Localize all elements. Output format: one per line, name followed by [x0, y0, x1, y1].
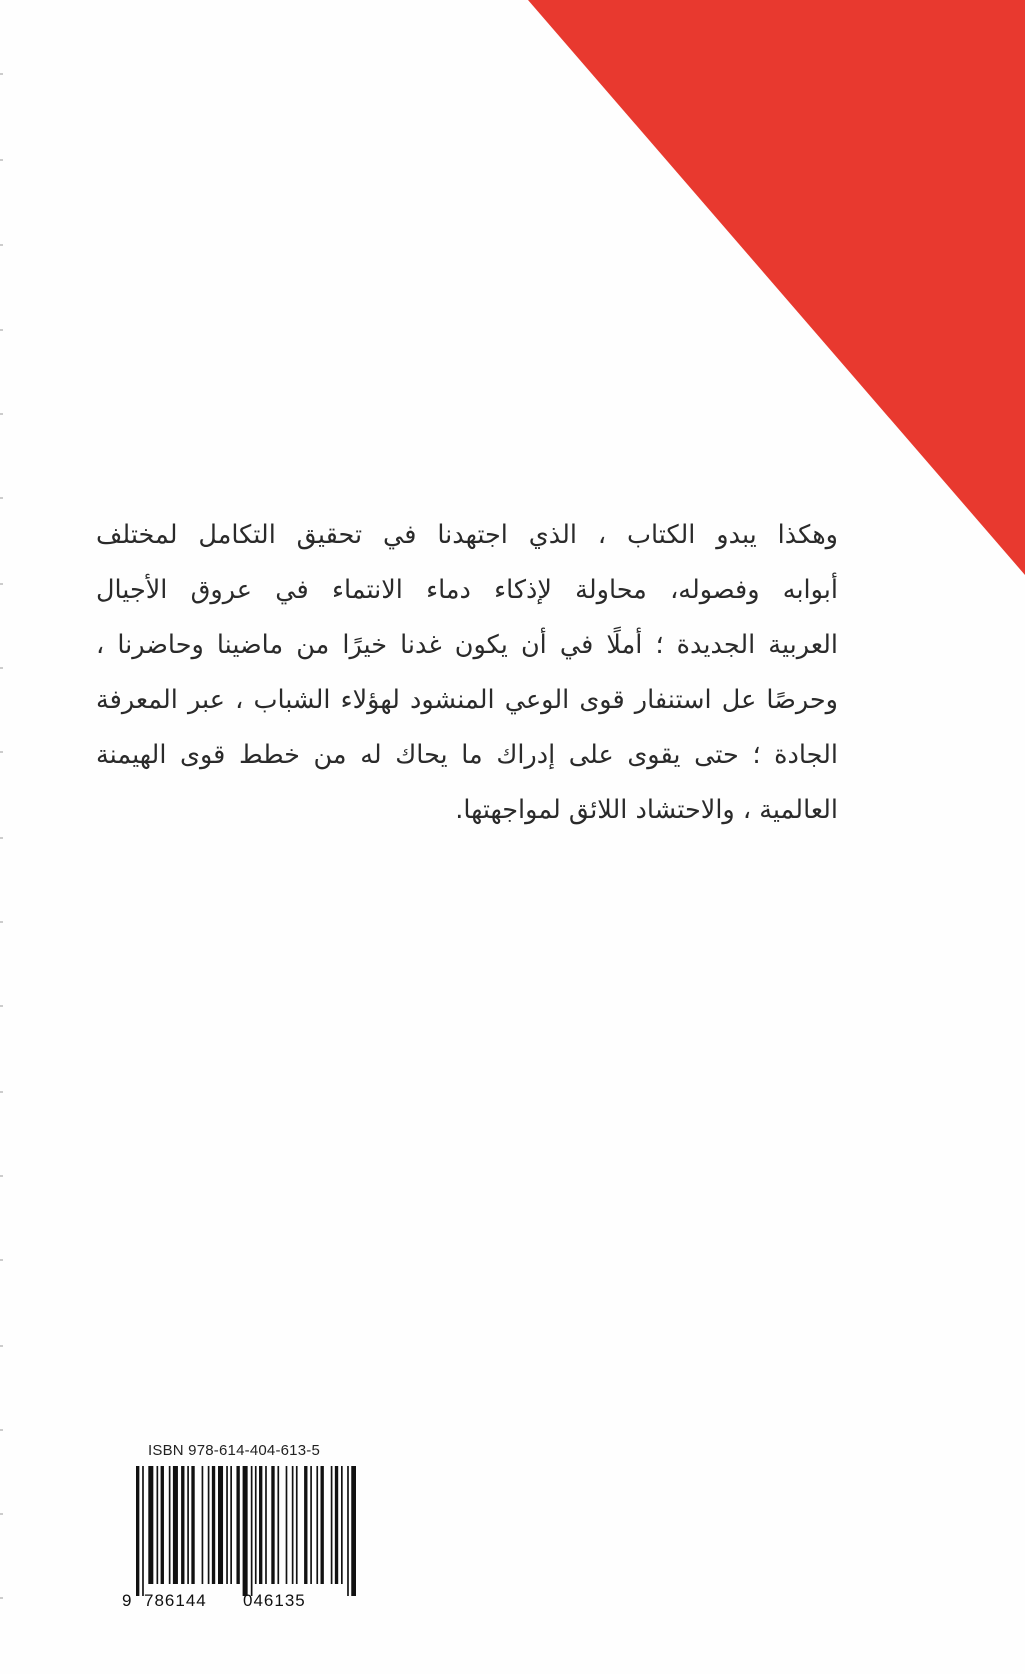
edge-tick-marks — [0, 0, 6, 1674]
barcode-bar — [271, 1466, 274, 1584]
barcode-bar — [347, 1466, 349, 1596]
blurb-line: العربية الجديدة ؛ أملًا في أن يكون غدنا خيرًا من ماضينا وحاضرنا ، — [96, 630, 838, 660]
barcode-bar — [316, 1466, 318, 1584]
barcode-bar — [161, 1466, 164, 1584]
barcode-bar — [181, 1466, 184, 1584]
barcode-bar — [173, 1466, 178, 1584]
barcode-image — [122, 1466, 356, 1612]
barcode-bar — [202, 1466, 204, 1584]
barcode-bar — [243, 1466, 248, 1596]
barcode-digit-first: 9 — [122, 1591, 132, 1610]
barcode-bar — [259, 1466, 262, 1584]
barcode-bar — [208, 1466, 210, 1584]
blurb-line: الجادة ؛ حتى يقوى على إدراك ما يحاك له من خطط قوى الهيمنة — [96, 740, 838, 770]
barcode-bar — [148, 1466, 153, 1584]
barcode-bar — [292, 1466, 294, 1584]
barcode-bar — [341, 1466, 343, 1584]
barcode-digits-left: 786144 — [144, 1591, 207, 1610]
barcode-bar — [142, 1466, 144, 1596]
barcode-bar — [265, 1466, 267, 1584]
barcode-bar — [169, 1466, 171, 1584]
barcode-digits-right: 046135 — [243, 1591, 306, 1610]
barcode-bar — [331, 1466, 333, 1584]
barcode-bar — [218, 1466, 223, 1584]
barcode-bar — [321, 1466, 324, 1584]
barcode-bar — [304, 1466, 307, 1584]
barcode-bar — [157, 1466, 159, 1584]
barcode-bar — [296, 1466, 298, 1584]
barcode-bar — [255, 1466, 257, 1584]
blurb-line: العالمية ، والاحتشاد اللائق لمواجهتها. — [455, 795, 838, 825]
isbn-label: ISBN 978-614-404-613-5 — [148, 1442, 321, 1459]
barcode-bar — [212, 1466, 215, 1584]
barcode-bar — [277, 1466, 279, 1584]
back-cover-blurb — [96, 508, 838, 838]
barcode-bar — [286, 1466, 288, 1584]
barcode-bar — [136, 1466, 139, 1596]
barcode-bar — [187, 1466, 189, 1584]
blurb-line: أبوابه وفصوله، محاولة لإذكاء دماء الانتماء في عروق الأجيال — [96, 575, 838, 605]
isbn-barcode-block — [122, 1442, 356, 1612]
barcode-bar — [230, 1466, 232, 1584]
blurb-line: وهكذا يبدو الكتاب ، الذي اجتهدنا في تحقيق التكامل لمختلف — [96, 520, 838, 550]
barcode-bar — [351, 1466, 356, 1596]
barcode-bars — [136, 1466, 356, 1596]
barcode-bar — [335, 1466, 338, 1584]
barcode-bar — [310, 1466, 312, 1584]
barcode-bar — [251, 1466, 253, 1596]
barcode-bar — [236, 1466, 239, 1584]
barcode-bar — [191, 1466, 194, 1584]
blurb-line: وحرصًا عل استنفار قوى الوعي المنشود لهؤلاء الشباب ، عبر المعرفة — [96, 685, 838, 715]
barcode-bar — [226, 1466, 228, 1584]
